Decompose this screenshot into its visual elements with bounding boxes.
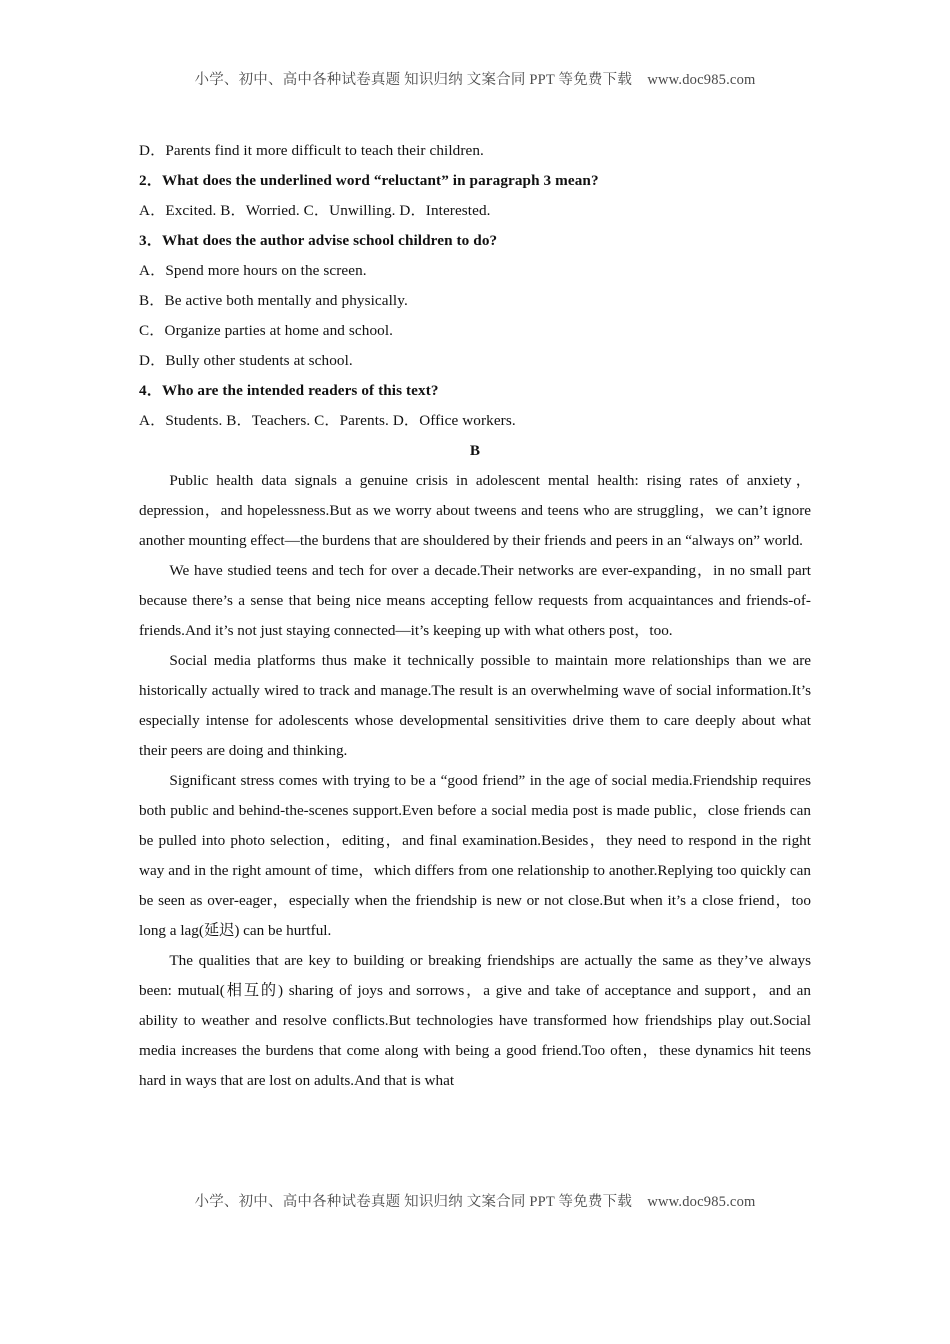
document-content (139, 136, 811, 1096)
question-3-option-c: C．Organize parties at home and school. (139, 322, 394, 339)
question-3-option-d: D．Bully other students at school. (139, 352, 353, 369)
question-2-options: A．Excited. B．Worried. C．Unwilling. D．Interested. (139, 202, 491, 219)
passage-paragraph-1: Public health data signals a genuine crisis in adolescent mental health: rising rates of anxiety，depression，and hopelessness.But as we worry about tweens and teens who are struggling，we can’t ignore another mounting effect—the burdens that are shouldered by their friends and peers in an “always on” world. (139, 472, 811, 549)
question-1-option-d: D．Parents find it more difficult to teach their children. (139, 142, 484, 159)
watermark-header: 小学、初中、高中各种试卷真题 知识归纳 文案合同 PPT 等免费下载 www.doc985.com (194, 72, 756, 88)
question-3-option-b: B．Be active both mentally and physically. (139, 292, 408, 309)
passage-paragraph-3: Social media platforms thus make it technically possible to maintain more relationships than we are historically actually wired to track and manage.The result is an overwhelming wave of social information.It’s especially intense for adolescents whose developmental sensitivities drive them to care deeply about what their peers are doing and thinking. (139, 652, 811, 759)
passage-paragraph-5: The qualities that are key to building or breaking friendships are actually the same as they’ve always been: mutual(相互的) sharing of joys and sorrows，a give and take of acceptance and support，and an ability to weather and resolve conflicts.But technologies have transformed how friendships play out.Social media increases the burdens that come along with being a good friend.Too often，these dynamics hit teens hard in ways that are lost on adults.And that is what (139, 952, 811, 1089)
passage-paragraph-2: We have studied teens and tech for over a decade.Their networks are ever-expanding，in no small part because there’s a sense that being nice means accepting fellow requests from acquaintances and friends-of-friends.And it’s not just staying connected—it’s keeping up with what others post，too. (139, 562, 811, 639)
question-2-stem: 2．What does the underlined word “reluctant” in paragraph 3 mean? (139, 172, 599, 189)
passage-paragraph-4: Significant stress comes with trying to be a “good friend” in the age of social media.Friendship requires both public and behind-the-scenes support.Even before a social media post is made public，close friends can be pulled into photo selection，editing，and final examination.Besides，they need to respond in the right way and in the right amount of time，which differs from one relationship to another.Replying too quickly can be seen as over-eager，especially when the friendship is new or not close.But when it’s a close friend，too long a lag(延迟) can be hurtful. (139, 772, 811, 939)
watermark-footer: 小学、初中、高中各种试卷真题 知识归纳 文案合同 PPT 等免费下载 www.doc985.com (194, 1194, 756, 1210)
question-4-options: A．Students. B．Teachers. C．Parents. D．Office workers. (139, 412, 516, 429)
question-4-stem: 4．Who are the intended readers of this text? (139, 382, 439, 399)
passage-section-label: B (469, 442, 481, 459)
question-3-stem: 3．What does the author advise school children to do? (139, 232, 498, 249)
question-3-option-a: A．Spend more hours on the screen. (139, 262, 367, 279)
